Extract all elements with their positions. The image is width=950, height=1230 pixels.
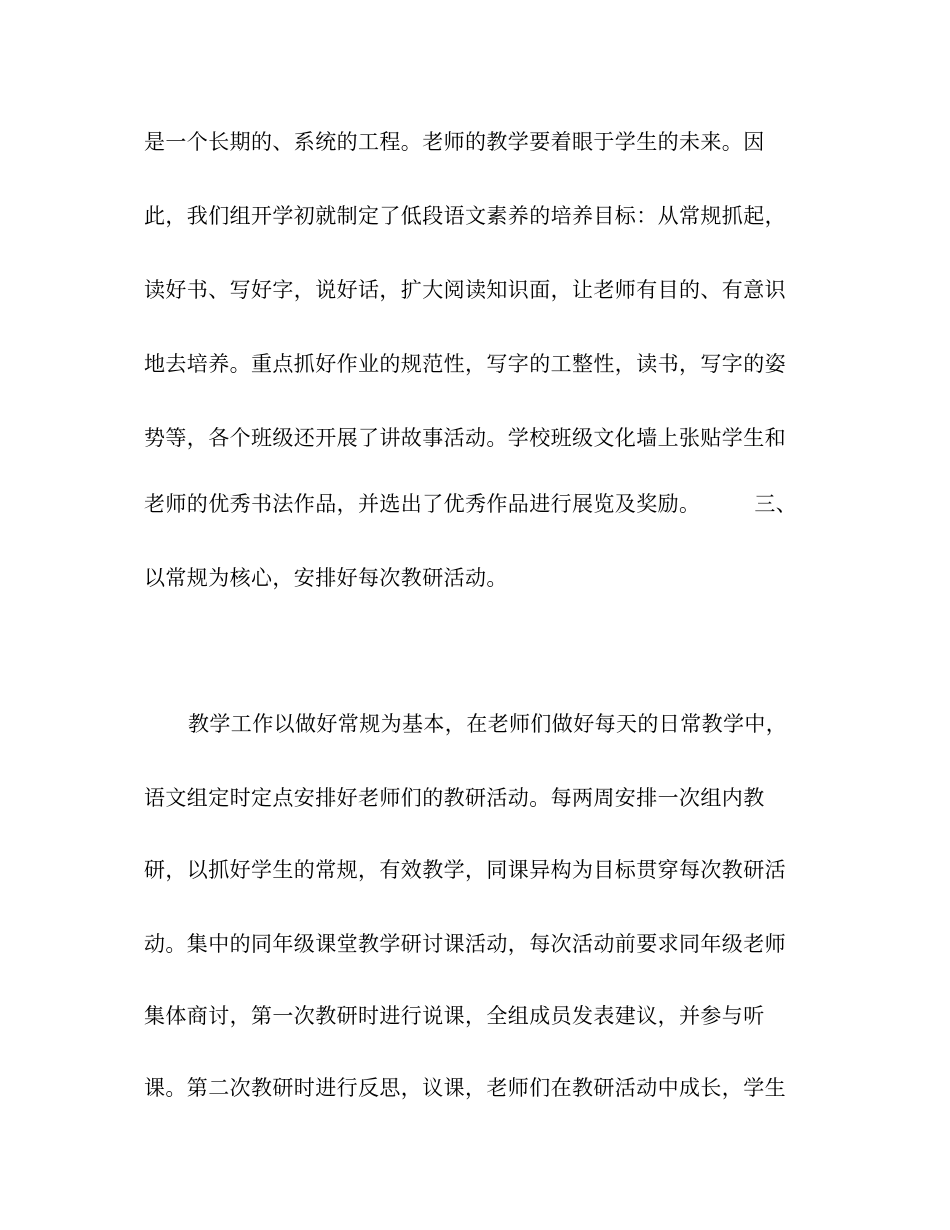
paragraph-2-line-2: 语文组定时定点安排好老师们的教研活动。每两周安排一次组内教 — [144, 786, 765, 810]
paragraph-2-line-6: 课。第二次教研时进行反思，议课，老师们在教研活动中成长，学生 — [144, 1076, 786, 1100]
paragraph-2-line-3: 研，以抓好学生的常规，有效教学，同课异构为目标贯穿每次教研活 — [144, 858, 786, 882]
paragraph-2-line-1: 教学工作以做好常规为基本，在老师们做好每天的日常教学中， — [188, 712, 788, 736]
paragraph-1-line-3: 读好书、写好字，说好话，扩大阅读知识面，让老师有目的、有意识 — [144, 278, 786, 302]
section-heading-line: 以常规为核心，安排好每次教研活动。 — [144, 566, 508, 590]
paragraph-1-line-6-text: 老师的优秀书法作品，并选出了优秀作品进行展览及奖励。 — [144, 492, 701, 516]
paragraph-1-line-2: 此，我们组开学初就制定了低段语文素养的培养目标：从常规抓起， — [144, 204, 786, 228]
paragraph-2-line-5: 集体商讨，第一次教研时进行说课，全组成员发表建议，并参与听 — [144, 1004, 765, 1028]
paragraph-2-line-4: 动。集中的同年级课堂教学研讨课活动，每次活动前要求同年级老师 — [144, 932, 786, 956]
paragraph-1-line-5: 势等，各个班级还开展了讲故事活动。学校班级文化墙上张贴学生和 — [144, 426, 786, 450]
paragraph-1-line-4: 地去培养。重点抓好作业的规范性，写字的工整性，读书，写字的姿 — [144, 352, 786, 376]
paragraph-1-line-1: 是一个长期的、系统的工程。老师的教学要着眼于学生的未来。因 — [144, 130, 765, 154]
section-number: 三、 — [754, 492, 798, 516]
paragraph-1-line-6 — [144, 489, 797, 519]
